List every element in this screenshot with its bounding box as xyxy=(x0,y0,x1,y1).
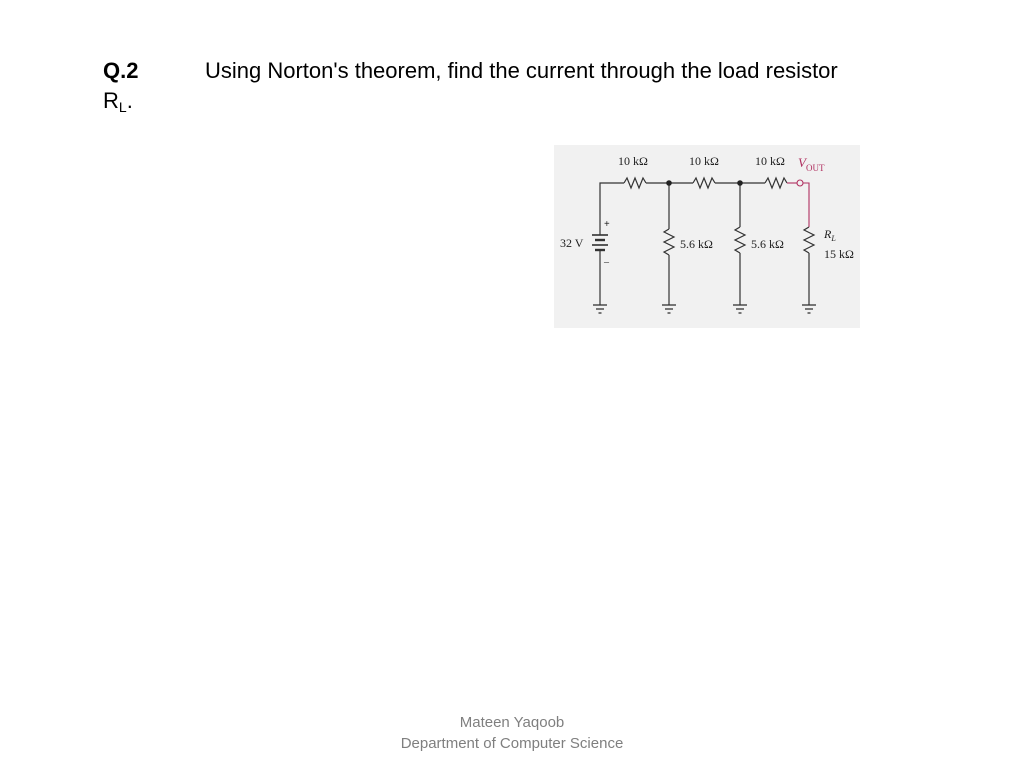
label-rl-value: 15 kΩ xyxy=(824,247,854,261)
resistor-load xyxy=(804,227,814,253)
footer-author: Mateen Yaqoob xyxy=(459,714,565,731)
label-r-top-2: 10 kΩ xyxy=(689,154,719,168)
wire-left-top xyxy=(600,183,624,215)
footer xyxy=(0,712,1024,754)
output-terminal xyxy=(797,180,803,186)
question-continuation xyxy=(103,86,923,122)
question-number: Q.2 xyxy=(103,58,139,83)
resistor-top-2 xyxy=(693,178,715,188)
label-vout-main: V xyxy=(798,155,806,170)
node-1 xyxy=(666,180,672,186)
question-line xyxy=(103,56,923,86)
footer-department: Department of Computer Science xyxy=(400,735,624,752)
label-vout-sub: OUT xyxy=(805,163,825,173)
resistor-top-3 xyxy=(765,178,787,188)
grounds xyxy=(593,305,816,313)
label-rl-main: R xyxy=(824,227,832,241)
question-block xyxy=(103,56,923,122)
label-source: 32 V xyxy=(560,236,584,250)
circuit-svg xyxy=(554,145,860,328)
circuit-diagram xyxy=(554,145,860,328)
label-rl-sub: L xyxy=(831,234,836,243)
ground-icon xyxy=(733,305,747,313)
resistor-shunt-2 xyxy=(735,227,745,253)
label-r-shunt-1: 5.6 kΩ xyxy=(680,237,713,251)
label-vout xyxy=(798,155,825,173)
label-rl xyxy=(823,227,836,243)
question-period: . xyxy=(126,88,133,113)
wire-output-down xyxy=(803,183,809,227)
ground-icon xyxy=(662,305,676,313)
resistor-shunt-1 xyxy=(664,229,674,255)
label-plus: + xyxy=(604,219,610,230)
ground-icon xyxy=(802,305,816,313)
load-resistor-subscript: L xyxy=(118,99,127,115)
resistor-top-1 xyxy=(624,178,646,188)
load-branch xyxy=(804,227,814,305)
label-minus: – xyxy=(604,257,609,268)
node-2 xyxy=(737,180,743,186)
ground-icon xyxy=(593,305,607,313)
label-r-shunt-2: 5.6 kΩ xyxy=(751,237,784,251)
label-r-top-3: 10 kΩ xyxy=(755,154,785,168)
load-resistor-symbol: R xyxy=(103,88,119,113)
label-r-top-1: 10 kΩ xyxy=(618,154,648,168)
question-text: Using Norton's theorem, find the current through the load resistor xyxy=(205,58,838,83)
output-branch xyxy=(787,180,809,227)
